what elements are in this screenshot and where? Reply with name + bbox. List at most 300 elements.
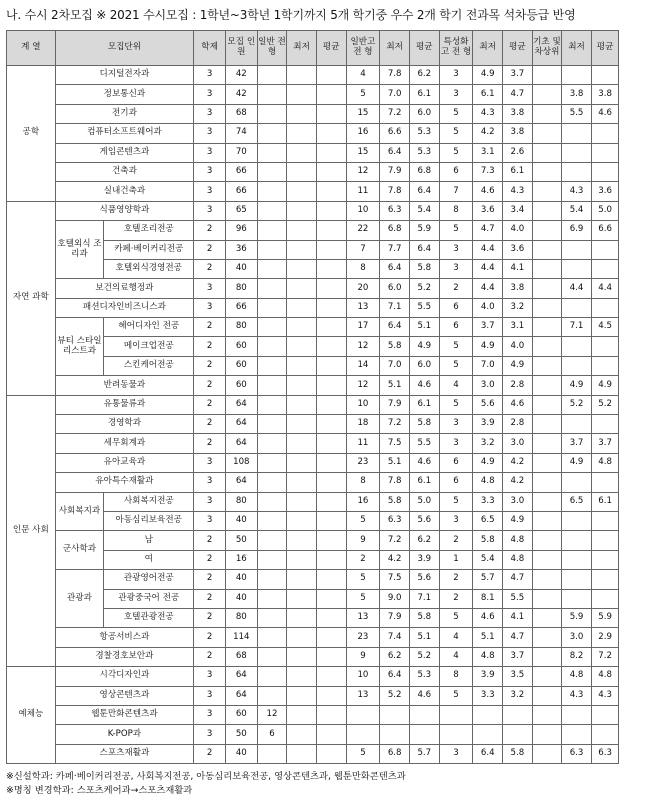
hmin-cell: 5.1 xyxy=(380,376,410,395)
gen-cell xyxy=(257,395,287,414)
unit-cell: 헤어디자인 전공 xyxy=(104,318,194,337)
gen-cell xyxy=(257,667,287,686)
basic-empty-cell xyxy=(532,511,562,530)
quota-cell: 64 xyxy=(225,415,257,434)
hn-cell: 2 xyxy=(346,550,380,569)
gen-cell xyxy=(257,85,287,104)
quota-cell: 40 xyxy=(225,511,257,530)
sn-cell: 5 xyxy=(439,608,473,627)
smin-cell xyxy=(473,705,503,724)
gmin-cell xyxy=(287,259,317,278)
bavg-cell: 4.4 xyxy=(591,279,619,298)
basic-empty-cell xyxy=(532,473,562,492)
gmin-cell xyxy=(287,162,317,181)
bmin-cell xyxy=(562,66,592,85)
bmin-cell xyxy=(562,570,592,589)
bavg-cell: 6.6 xyxy=(591,221,619,240)
havg-cell: 4.6 xyxy=(409,453,439,472)
years-cell: 2 xyxy=(194,240,226,259)
unit-cell: 보건의료행정과 xyxy=(55,279,194,298)
hmin-cell: 7.9 xyxy=(380,608,410,627)
bavg-cell: 4.3 xyxy=(591,686,619,705)
hn-cell: 12 xyxy=(346,337,380,356)
quota-cell: 60 xyxy=(225,376,257,395)
smin-cell: 4.8 xyxy=(473,473,503,492)
hmin-cell: 5.8 xyxy=(380,492,410,511)
bavg-cell: 4.5 xyxy=(591,318,619,337)
basic-empty-cell xyxy=(532,608,562,627)
gen-cell xyxy=(257,589,287,608)
bavg-cell: 6.1 xyxy=(591,492,619,511)
smin-cell: 3.9 xyxy=(473,667,503,686)
savg-cell: 5.8 xyxy=(503,744,533,763)
years-cell: 2 xyxy=(194,434,226,453)
savg-cell: 3.2 xyxy=(503,298,533,317)
gavg-cell xyxy=(316,376,346,395)
years-cell: 2 xyxy=(194,744,226,763)
hmin-cell: 6.8 xyxy=(380,221,410,240)
gmin-cell xyxy=(287,705,317,724)
table-row xyxy=(7,453,647,472)
savg-cell: 3.8 xyxy=(503,104,533,123)
gavg-cell xyxy=(316,298,346,317)
hmin-cell: 6.4 xyxy=(380,667,410,686)
sn-cell: 5 xyxy=(439,395,473,414)
basic-empty-cell xyxy=(532,124,562,143)
sn-cell: 5 xyxy=(439,356,473,375)
bmin-cell: 5.2 xyxy=(562,395,592,414)
bmin-cell: 3.8 xyxy=(562,85,592,104)
basic-empty-cell xyxy=(532,686,562,705)
sn-cell: 5 xyxy=(439,337,473,356)
gen-cell xyxy=(257,279,287,298)
unit-cell: 건축과 xyxy=(55,162,194,181)
sn-cell: 6 xyxy=(439,473,473,492)
smin-cell: 6.1 xyxy=(473,85,503,104)
bavg-cell: 5.0 xyxy=(591,201,619,220)
table-row xyxy=(7,434,647,453)
havg-cell: 6.1 xyxy=(409,473,439,492)
havg-cell xyxy=(409,705,439,724)
quota-cell: 66 xyxy=(225,298,257,317)
smin-cell: 7.0 xyxy=(473,356,503,375)
hmin-cell: 6.4 xyxy=(380,318,410,337)
bavg-cell xyxy=(591,124,619,143)
hn-cell: 12 xyxy=(346,376,380,395)
sn-cell: 3 xyxy=(439,511,473,530)
savg-cell: 3.6 xyxy=(503,240,533,259)
hn-cell: 13 xyxy=(346,298,380,317)
years-cell: 3 xyxy=(194,492,226,511)
smin-cell: 3.6 xyxy=(473,201,503,220)
gmin-cell xyxy=(287,376,317,395)
hmin-cell xyxy=(380,725,410,744)
bmin-cell: 3.0 xyxy=(562,628,592,647)
sn-cell: 2 xyxy=(439,279,473,298)
hmin-cell: 4.2 xyxy=(380,550,410,569)
smin-cell: 3.3 xyxy=(473,492,503,511)
unit-cell: 반려동물과 xyxy=(55,376,194,395)
field-cell: 공학 xyxy=(7,66,56,202)
basic-empty-cell xyxy=(532,376,562,395)
quota-cell: 16 xyxy=(225,550,257,569)
years-cell: 2 xyxy=(194,395,226,414)
table-row xyxy=(7,531,647,550)
sn-cell: 5 xyxy=(439,221,473,240)
sn-cell: 3 xyxy=(439,415,473,434)
savg-cell: 3.7 xyxy=(503,66,533,85)
gmin-cell xyxy=(287,453,317,472)
savg-cell: 5.5 xyxy=(503,589,533,608)
smin-cell: 3.0 xyxy=(473,376,503,395)
bmin-cell: 4.4 xyxy=(562,279,592,298)
savg-cell xyxy=(503,725,533,744)
years-cell: 3 xyxy=(194,298,226,317)
years-cell: 3 xyxy=(194,705,226,724)
hmin-cell: 5.8 xyxy=(380,337,410,356)
smin-cell: 3.2 xyxy=(473,434,503,453)
footnote-new-departments: ※신설학과: 카페·베이커리전공, 사회복지전공, 아동심리보육전공, 영상콘텐츠과, 웹툰만화콘텐츠과 xyxy=(6,771,406,782)
table-row xyxy=(7,415,647,434)
havg-cell: 6.1 xyxy=(409,85,439,104)
savg-cell: 4.8 xyxy=(503,531,533,550)
bavg-cell xyxy=(591,66,619,85)
gen-cell xyxy=(257,376,287,395)
quota-cell: 108 xyxy=(225,453,257,472)
gmin-cell xyxy=(287,337,317,356)
hmin-cell: 7.5 xyxy=(380,434,410,453)
basic-empty-cell xyxy=(532,66,562,85)
gen-cell xyxy=(257,162,287,181)
bavg-cell xyxy=(591,337,619,356)
quota-cell: 65 xyxy=(225,201,257,220)
gmin-cell xyxy=(287,686,317,705)
havg-cell: 4.6 xyxy=(409,376,439,395)
unit-cell: 호텔외식경영전공 xyxy=(104,259,194,278)
smin-cell: 6.4 xyxy=(473,744,503,763)
havg-cell: 5.4 xyxy=(409,201,439,220)
bmin-cell: 5.9 xyxy=(562,608,592,627)
savg-cell: 4.8 xyxy=(503,550,533,569)
basic-empty-cell xyxy=(532,85,562,104)
gmin-cell xyxy=(287,531,317,550)
bavg-cell xyxy=(591,143,619,162)
basic-empty-cell xyxy=(532,337,562,356)
savg-cell: 3.8 xyxy=(503,124,533,143)
bavg-cell xyxy=(591,162,619,181)
hmin-cell: 7.2 xyxy=(380,415,410,434)
quota-cell: 64 xyxy=(225,686,257,705)
gavg-cell xyxy=(316,124,346,143)
gmin-cell xyxy=(287,395,317,414)
smin-cell: 3.9 xyxy=(473,415,503,434)
table-row xyxy=(7,705,647,724)
bmin-cell xyxy=(562,725,592,744)
gmin-cell xyxy=(287,511,317,530)
hmin-cell: 6.4 xyxy=(380,143,410,162)
unit-cell: 전기과 xyxy=(55,104,194,123)
savg-cell: 2.8 xyxy=(503,415,533,434)
sn-cell xyxy=(439,725,473,744)
gmin-cell xyxy=(287,104,317,123)
hn-cell: 5 xyxy=(346,511,380,530)
gen-cell xyxy=(257,259,287,278)
table-row xyxy=(7,570,647,589)
group-cell: 사회복지과 xyxy=(55,492,104,531)
hn-cell: 9 xyxy=(346,531,380,550)
havg-cell xyxy=(409,725,439,744)
hn-cell: 5 xyxy=(346,744,380,763)
hn-cell: 15 xyxy=(346,104,380,123)
smin-cell: 4.4 xyxy=(473,259,503,278)
table-row xyxy=(7,318,647,337)
bmin-cell xyxy=(562,162,592,181)
unit-cell: 유아교육과 xyxy=(55,453,194,472)
bavg-cell: 2.9 xyxy=(591,628,619,647)
hn-cell: 18 xyxy=(346,415,380,434)
header-basic: 기초 및 차상위 xyxy=(532,31,562,66)
basic-empty-cell xyxy=(532,221,562,240)
gen-cell xyxy=(257,647,287,666)
years-cell: 2 xyxy=(194,415,226,434)
savg-cell: 3.5 xyxy=(503,667,533,686)
header-field: 계 열 xyxy=(7,31,56,66)
gavg-cell xyxy=(316,589,346,608)
hn-cell: 23 xyxy=(346,628,380,647)
hn-cell: 22 xyxy=(346,221,380,240)
years-cell: 3 xyxy=(194,201,226,220)
quota-cell: 64 xyxy=(225,667,257,686)
bavg-cell: 4.8 xyxy=(591,453,619,472)
hmin-cell: 6.3 xyxy=(380,201,410,220)
bavg-cell xyxy=(591,415,619,434)
basic-empty-cell xyxy=(532,492,562,511)
hn-cell: 12 xyxy=(346,162,380,181)
bavg-cell xyxy=(591,511,619,530)
unit-cell: 남 xyxy=(104,531,194,550)
years-cell: 3 xyxy=(194,279,226,298)
gavg-cell xyxy=(316,511,346,530)
gmin-cell xyxy=(287,492,317,511)
gmin-cell xyxy=(287,182,317,201)
smin-cell: 5.4 xyxy=(473,550,503,569)
quota-cell: 60 xyxy=(225,356,257,375)
unit-cell: 아동심리보육전공 xyxy=(104,511,194,530)
unit-cell: 실내건축과 xyxy=(55,182,194,201)
sn-cell: 2 xyxy=(439,531,473,550)
havg-cell: 6.0 xyxy=(409,104,439,123)
sn-cell: 4 xyxy=(439,376,473,395)
sn-cell: 3 xyxy=(439,259,473,278)
table-row xyxy=(7,744,647,763)
bavg-cell xyxy=(591,259,619,278)
gavg-cell xyxy=(316,608,346,627)
bmin-cell: 4.9 xyxy=(562,376,592,395)
smin-cell: 4.4 xyxy=(473,279,503,298)
table-row xyxy=(7,221,647,240)
gmin-cell xyxy=(287,589,317,608)
havg-cell: 6.4 xyxy=(409,240,439,259)
quota-cell: 114 xyxy=(225,628,257,647)
sn-cell: 5 xyxy=(439,124,473,143)
table-row xyxy=(7,104,647,123)
gen-cell xyxy=(257,298,287,317)
bmin-cell xyxy=(562,473,592,492)
havg-cell: 7.1 xyxy=(409,589,439,608)
header-basic-avg: 평균 xyxy=(591,31,619,66)
sn-cell: 6 xyxy=(439,318,473,337)
bmin-cell: 4.3 xyxy=(562,686,592,705)
gmin-cell xyxy=(287,356,317,375)
bmin-cell xyxy=(562,589,592,608)
hmin-cell: 7.9 xyxy=(380,162,410,181)
header-high-avg: 평균 xyxy=(409,31,439,66)
bmin-cell xyxy=(562,705,592,724)
unit-cell: 여 xyxy=(104,550,194,569)
gen-cell xyxy=(257,511,287,530)
unit-cell: 관광중국어 전공 xyxy=(104,589,194,608)
bavg-cell xyxy=(591,550,619,569)
savg-cell: 4.0 xyxy=(503,221,533,240)
basic-empty-cell xyxy=(532,531,562,550)
unit-cell: 패션디자인비즈니스과 xyxy=(55,298,194,317)
basic-empty-cell xyxy=(532,453,562,472)
gavg-cell xyxy=(316,686,346,705)
smin-cell xyxy=(473,725,503,744)
hn-cell: 5 xyxy=(346,570,380,589)
smin-cell: 3.1 xyxy=(473,143,503,162)
gmin-cell xyxy=(287,66,317,85)
years-cell: 2 xyxy=(194,531,226,550)
havg-cell: 6.2 xyxy=(409,531,439,550)
unit-cell: 메이크업전공 xyxy=(104,337,194,356)
gavg-cell xyxy=(316,143,346,162)
unit-cell: 게임콘텐츠과 xyxy=(55,143,194,162)
header-general-avg: 평균 xyxy=(316,31,346,66)
gen-cell: 12 xyxy=(257,705,287,724)
savg-cell: 2.8 xyxy=(503,376,533,395)
gavg-cell xyxy=(316,434,346,453)
smin-cell: 5.7 xyxy=(473,570,503,589)
bmin-cell xyxy=(562,511,592,530)
hn-cell xyxy=(346,705,380,724)
quota-cell: 60 xyxy=(225,337,257,356)
hn-cell: 5 xyxy=(346,85,380,104)
unit-cell: 영상콘텐츠과 xyxy=(55,686,194,705)
unit-cell: 관광영어전공 xyxy=(104,570,194,589)
years-cell: 3 xyxy=(194,162,226,181)
smin-cell: 4.2 xyxy=(473,124,503,143)
sn-cell: 4 xyxy=(439,647,473,666)
bmin-cell xyxy=(562,337,592,356)
havg-cell: 5.5 xyxy=(409,434,439,453)
bmin-cell: 4.8 xyxy=(562,667,592,686)
bmin-cell: 7.1 xyxy=(562,318,592,337)
field-cell: 예체능 xyxy=(7,667,56,764)
years-cell: 3 xyxy=(194,85,226,104)
gmin-cell xyxy=(287,725,317,744)
table-row xyxy=(7,298,647,317)
gavg-cell xyxy=(316,337,346,356)
unit-cell: 웹툰만화콘텐츠과 xyxy=(55,705,194,724)
havg-cell: 5.3 xyxy=(409,143,439,162)
bmin-cell xyxy=(562,415,592,434)
bavg-cell xyxy=(591,725,619,744)
basic-empty-cell xyxy=(532,705,562,724)
havg-cell: 4.9 xyxy=(409,337,439,356)
sn-cell: 5 xyxy=(439,143,473,162)
hmin-cell: 6.3 xyxy=(380,511,410,530)
basic-empty-cell xyxy=(532,550,562,569)
header-general-min: 최저 xyxy=(287,31,317,66)
bmin-cell: 6.5 xyxy=(562,492,592,511)
years-cell: 2 xyxy=(194,608,226,627)
hn-cell: 7 xyxy=(346,240,380,259)
quota-cell: 66 xyxy=(225,182,257,201)
havg-cell: 5.6 xyxy=(409,570,439,589)
sn-cell: 3 xyxy=(439,240,473,259)
bavg-cell: 5.9 xyxy=(591,608,619,627)
bavg-cell xyxy=(591,298,619,317)
hn-cell: 16 xyxy=(346,124,380,143)
gavg-cell xyxy=(316,647,346,666)
gavg-cell xyxy=(316,318,346,337)
hmin-cell: 7.2 xyxy=(380,531,410,550)
smin-cell: 4.9 xyxy=(473,337,503,356)
bmin-cell: 5.5 xyxy=(562,104,592,123)
gen-cell: 6 xyxy=(257,725,287,744)
gavg-cell xyxy=(316,279,346,298)
gmin-cell xyxy=(287,744,317,763)
sn-cell: 3 xyxy=(439,66,473,85)
gmin-cell xyxy=(287,608,317,627)
gavg-cell xyxy=(316,492,346,511)
table-row xyxy=(7,492,647,511)
savg-cell: 3.8 xyxy=(503,279,533,298)
unit-cell: 식품영양학과 xyxy=(55,201,194,220)
quota-cell: 42 xyxy=(225,66,257,85)
years-cell: 2 xyxy=(194,647,226,666)
hn-cell: 9 xyxy=(346,647,380,666)
hn-cell: 11 xyxy=(346,182,380,201)
gavg-cell xyxy=(316,628,346,647)
unit-cell: 스포츠재활과 xyxy=(55,744,194,763)
bmin-cell: 6.9 xyxy=(562,221,592,240)
table-row xyxy=(7,162,647,181)
gen-cell xyxy=(257,492,287,511)
field-cell: 인문 사회 xyxy=(7,395,56,666)
years-cell: 3 xyxy=(194,725,226,744)
gen-cell xyxy=(257,744,287,763)
gavg-cell xyxy=(316,85,346,104)
quota-cell: 42 xyxy=(225,85,257,104)
savg-cell: 4.7 xyxy=(503,570,533,589)
basic-empty-cell xyxy=(532,143,562,162)
unit-cell: K-POP과 xyxy=(55,725,194,744)
hn-cell: 10 xyxy=(346,201,380,220)
table-row xyxy=(7,647,647,666)
havg-cell: 6.1 xyxy=(409,395,439,414)
hmin-cell xyxy=(380,705,410,724)
hn-cell: 17 xyxy=(346,318,380,337)
hmin-cell: 7.7 xyxy=(380,240,410,259)
havg-cell: 5.8 xyxy=(409,608,439,627)
basic-empty-cell xyxy=(532,356,562,375)
table-row xyxy=(7,85,647,104)
unit-cell: 호텔조리전공 xyxy=(104,221,194,240)
havg-cell: 5.5 xyxy=(409,298,439,317)
bavg-cell: 4.6 xyxy=(591,104,619,123)
